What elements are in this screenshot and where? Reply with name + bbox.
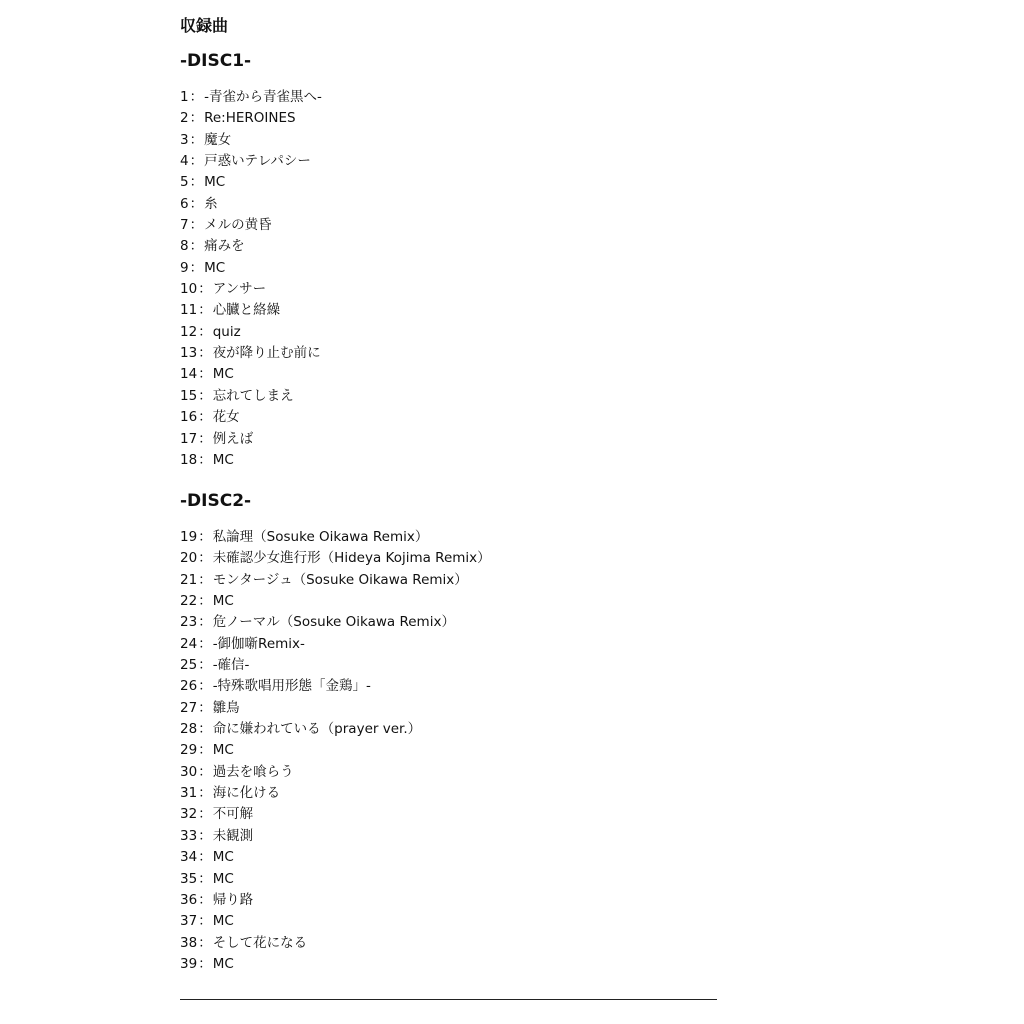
track-separator: ： (189, 131, 204, 148)
track-number: 27 (180, 699, 198, 716)
track-separator: ： (198, 657, 212, 674)
track-title: 不可解 (212, 806, 254, 823)
track-number: 15 (180, 387, 198, 404)
track-number: 24 (180, 635, 198, 652)
track-item (180, 279, 322, 300)
track-number: 39 (180, 955, 198, 972)
track-number: 37 (180, 913, 198, 930)
track-title: 帰り路 (212, 891, 254, 908)
track-item (180, 450, 322, 471)
track-number: 32 (180, 806, 198, 823)
track-item (180, 527, 491, 548)
track-item (180, 634, 491, 655)
bottom-divider (180, 999, 717, 1000)
track-separator: ： (198, 913, 212, 930)
track-item (180, 740, 491, 761)
track-item (180, 911, 491, 932)
track-title: そして花になる (212, 934, 308, 951)
track-separator: ： (198, 571, 212, 588)
track-number: 35 (180, 870, 198, 887)
track-item (180, 954, 491, 975)
track-title: MC (212, 593, 234, 610)
track-item (180, 826, 491, 847)
track-separator: ： (198, 955, 212, 972)
track-title: 例えば (212, 430, 254, 447)
track-number: 4 (180, 153, 189, 170)
track-number: 33 (180, 827, 198, 844)
track-separator: ： (198, 593, 212, 610)
track-title: 過去を喰らう (212, 763, 294, 780)
track-number: 36 (180, 891, 198, 908)
track-number: 13 (180, 345, 198, 362)
track-number: 9 (180, 259, 189, 276)
track-title: 忘れてしまえ (212, 387, 294, 404)
track-separator: ： (198, 806, 212, 823)
track-number: 18 (180, 451, 198, 468)
track-separator: ： (189, 195, 204, 212)
disc1-track-list (180, 87, 322, 471)
track-separator: ： (189, 238, 204, 255)
track-title: 心臓と絡繰 (212, 302, 281, 319)
track-title: MC (212, 742, 234, 759)
track-separator: ： (198, 742, 212, 759)
track-separator: ： (198, 302, 212, 319)
track-separator: ： (198, 409, 212, 426)
track-separator: ： (198, 614, 212, 631)
track-item (180, 386, 322, 407)
track-separator: ： (198, 785, 212, 802)
track-item (180, 612, 491, 633)
track-number: 10 (180, 281, 198, 298)
disc1-title: -DISC1- (180, 51, 252, 71)
track-title: 痛みを (204, 238, 245, 255)
track-title: -青雀から青雀黒へ- (204, 89, 322, 105)
track-number: 5 (180, 174, 189, 191)
track-title: MC (212, 849, 234, 866)
page-heading: 収録曲 (180, 16, 229, 35)
track-item (180, 87, 322, 108)
track-separator: ： (198, 827, 212, 844)
track-title: -御伽噺Remix- (212, 635, 305, 652)
track-item (180, 364, 322, 385)
track-separator: ： (198, 678, 212, 695)
track-title: MC (212, 870, 234, 887)
track-item (180, 172, 322, 193)
track-item (180, 130, 322, 151)
track-number: 26 (180, 678, 198, 695)
track-item (180, 933, 491, 954)
track-item (180, 869, 491, 890)
track-title: MC (204, 174, 226, 191)
track-title: MC (212, 955, 234, 972)
track-title: 戸惑いテレパシー (204, 153, 311, 170)
track-title: 未観測 (212, 827, 254, 844)
track-number: 14 (180, 366, 198, 383)
track-separator: ： (189, 217, 204, 234)
track-separator: ： (198, 721, 212, 738)
track-separator: ： (198, 635, 212, 652)
track-item (180, 676, 491, 697)
track-item (180, 300, 322, 321)
track-separator: ： (189, 89, 204, 105)
track-item (180, 783, 491, 804)
track-title: 命に嫌われている（prayer ver.） (212, 721, 422, 738)
track-item (180, 343, 322, 364)
track-title: アンサー (212, 281, 267, 298)
track-number: 23 (180, 614, 198, 631)
track-item (180, 762, 491, 783)
track-item (180, 655, 491, 676)
track-title: Re:HEROINES (204, 110, 296, 127)
track-item (180, 151, 322, 172)
track-number: 12 (180, 323, 198, 340)
track-separator: ： (198, 849, 212, 866)
track-separator: ： (198, 891, 212, 908)
track-number: 21 (180, 571, 198, 588)
track-item (180, 429, 322, 450)
track-separator: ： (198, 345, 212, 362)
track-title: 海に化ける (212, 785, 281, 802)
track-number: 28 (180, 721, 198, 738)
track-number: 25 (180, 657, 198, 674)
track-number: 11 (180, 302, 198, 319)
track-separator: ： (198, 451, 212, 468)
track-title: 花女 (212, 409, 240, 426)
track-separator: ： (189, 259, 204, 276)
track-title: メルの黄昏 (204, 217, 272, 234)
track-title: モンタージュ（Sosuke Oikawa Remix） (212, 571, 468, 588)
track-separator: ： (198, 934, 212, 951)
track-item (180, 890, 491, 911)
track-title: 私論理（Sosuke Oikawa Remix） (212, 529, 429, 545)
track-number: 38 (180, 934, 198, 951)
track-number: 34 (180, 849, 198, 866)
track-separator: ： (198, 387, 212, 404)
track-number: 7 (180, 217, 189, 234)
track-number: 22 (180, 593, 198, 610)
track-item (180, 548, 491, 569)
track-item (180, 847, 491, 868)
track-number: 17 (180, 430, 198, 447)
track-separator: ： (198, 529, 212, 545)
track-number: 2 (180, 110, 189, 127)
track-title: 魔女 (204, 131, 232, 148)
track-item (180, 236, 322, 257)
track-title: 雛鳥 (212, 699, 240, 716)
track-separator: ： (189, 153, 204, 170)
disc2-title: -DISC2- (180, 491, 252, 511)
track-separator: ： (198, 366, 212, 383)
track-item (180, 407, 322, 428)
track-separator: ： (198, 870, 212, 887)
track-item (180, 258, 322, 279)
track-separator: ： (189, 110, 204, 127)
track-number: 29 (180, 742, 198, 759)
track-number: 16 (180, 409, 198, 426)
track-separator: ： (198, 281, 212, 298)
track-item (180, 719, 491, 740)
track-number: 30 (180, 763, 198, 780)
track-item (180, 570, 491, 591)
track-separator: ： (198, 323, 212, 340)
track-title: quiz (212, 323, 241, 340)
track-title: MC (212, 913, 234, 930)
track-title: 危ノーマル（Sosuke Oikawa Remix） (212, 614, 455, 631)
track-item (180, 698, 491, 719)
track-item (180, 804, 491, 825)
track-item (180, 215, 322, 236)
track-title: 未確認少女進行形（Hideya Kojima Remix） (212, 550, 491, 567)
track-separator: ： (198, 699, 212, 716)
track-item (180, 194, 322, 215)
track-number: 6 (180, 195, 189, 212)
track-separator: ： (198, 430, 212, 447)
track-item (180, 108, 322, 129)
track-title: MC (212, 366, 234, 383)
track-item (180, 322, 322, 343)
track-separator: ： (198, 550, 212, 567)
track-separator: ： (189, 174, 204, 191)
track-item (180, 591, 491, 612)
track-title: 糸 (204, 195, 218, 212)
track-number: 31 (180, 785, 198, 802)
track-number: 3 (180, 131, 189, 148)
track-title: MC (204, 259, 226, 276)
track-number: 19 (180, 529, 198, 545)
track-title: -確信- (212, 657, 250, 674)
track-title: -特殊歌唱用形態「金鶏」- (212, 678, 371, 695)
track-number: 1 (180, 89, 189, 105)
track-number: 20 (180, 550, 198, 567)
track-title: 夜が降り止む前に (212, 345, 321, 362)
disc2-track-list (180, 527, 491, 975)
track-separator: ： (198, 763, 212, 780)
track-title: MC (212, 451, 234, 468)
track-number: 8 (180, 238, 189, 255)
